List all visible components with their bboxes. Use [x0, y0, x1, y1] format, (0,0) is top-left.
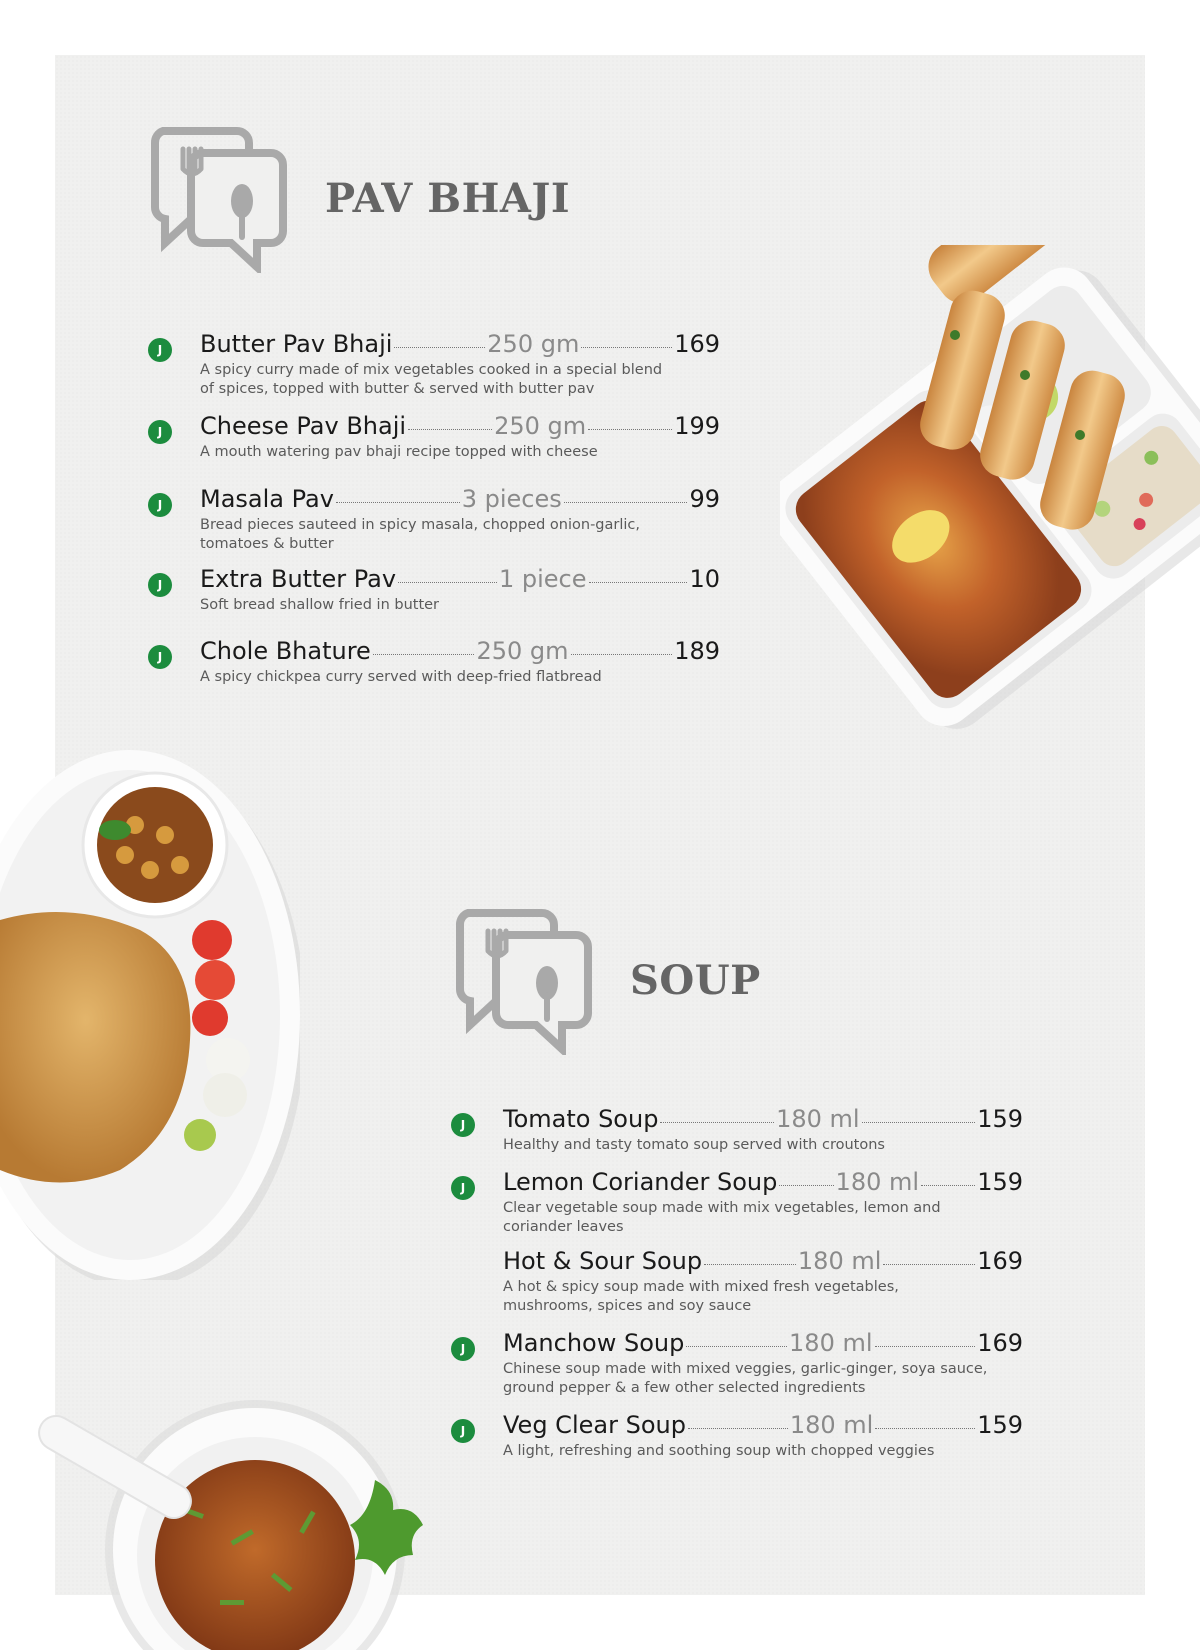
dot-leader	[875, 1346, 976, 1347]
item-quantity: 1 piece	[498, 565, 587, 593]
item-description: A hot & spicy soup made with mixed fresh vegetables, mushrooms, spices and soy sauce	[503, 1279, 899, 1314]
menu-item	[503, 1247, 1023, 1316]
item-description: Chinese soup made with mixed veggies, garlic-ginger, soya sauce, ground pepper & a few other selected ingredients	[503, 1361, 988, 1396]
section-title: PAV BHAJI	[325, 174, 571, 222]
veg-badge-icon: J	[148, 493, 172, 517]
dot-leader	[862, 1122, 976, 1123]
dot-leader	[921, 1185, 975, 1186]
dot-leader	[394, 347, 485, 348]
item-name: Hot & Sour Soup	[503, 1247, 703, 1275]
item-description: A spicy curry made of mix vegetables cooked in a special blend of spices, topped with butter & served with butter pav	[200, 362, 663, 397]
dot-leader	[688, 1428, 788, 1429]
item-description: Soft bread shallow fried in butter	[200, 597, 440, 613]
item-quantity: 180 ml	[789, 1411, 874, 1439]
dot-leader	[588, 429, 672, 430]
dot-leader	[571, 654, 673, 655]
item-price: 99	[689, 485, 721, 513]
dot-leader	[336, 502, 460, 503]
item-name: Tomato Soup	[503, 1105, 659, 1133]
menu-item	[157, 485, 721, 554]
item-quantity: 180 ml	[835, 1168, 920, 1196]
soup-bowl-photo	[20, 1400, 440, 1650]
dot-leader	[564, 502, 688, 503]
dot-leader	[660, 1122, 774, 1123]
item-name: Masala Pav	[200, 485, 334, 513]
veg-badge-icon: J	[451, 1176, 475, 1200]
dot-leader	[704, 1264, 796, 1265]
veg-badge-icon: J	[148, 573, 172, 597]
dot-leader	[408, 429, 492, 430]
dot-leader	[581, 347, 672, 348]
dot-leader	[373, 654, 475, 655]
section-title: SOUP	[630, 956, 761, 1004]
item-price: 159	[977, 1411, 1023, 1439]
item-quantity: 250 gm	[494, 412, 587, 440]
item-name: Cheese Pav Bhaji	[200, 412, 407, 440]
item-quantity: 250 gm	[476, 637, 569, 665]
menu-item	[460, 1411, 1023, 1461]
item-quantity: 250 gm	[487, 330, 580, 358]
menu-item	[157, 330, 721, 399]
fork-spoon-chat-icon	[450, 905, 600, 1055]
veg-badge-icon: J	[148, 420, 172, 444]
item-description: A mouth watering pav bhaji recipe topped with cheese	[200, 444, 598, 460]
fork-spoon-chat-icon	[145, 123, 295, 273]
menu-item	[460, 1329, 1024, 1398]
dot-leader	[875, 1428, 975, 1429]
item-price: 159	[977, 1168, 1024, 1196]
menu-item	[460, 1168, 1024, 1237]
dot-leader	[398, 582, 497, 583]
pav-bhaji-tray-photo	[780, 245, 1200, 735]
item-quantity: 180 ml	[797, 1247, 882, 1275]
section-header-soup	[450, 905, 761, 1055]
item-price: 169	[674, 330, 721, 358]
veg-badge-icon: J	[451, 1337, 475, 1361]
item-description: A light, refreshing and soothing soup with chopped veggies	[503, 1443, 935, 1459]
item-name: Manchow Soup	[503, 1329, 685, 1357]
dot-leader	[779, 1185, 833, 1186]
menu-item	[460, 1105, 1024, 1155]
item-name: Veg Clear Soup	[503, 1411, 686, 1439]
item-description: A spicy chickpea curry served with deep-fried flatbread	[200, 669, 602, 685]
veg-badge-icon: J	[451, 1113, 475, 1137]
item-description: Clear vegetable soup made with mix vegetables, lemon and coriander leaves	[503, 1200, 941, 1235]
item-price: 199	[674, 412, 720, 440]
item-quantity: 3 pieces	[461, 485, 562, 513]
item-price: 169	[977, 1247, 1023, 1275]
item-name: Chole Bhature	[200, 637, 371, 665]
item-price: 159	[977, 1105, 1024, 1133]
veg-badge-icon: J	[148, 645, 172, 669]
menu-item	[157, 637, 721, 687]
chole-bhature-plate-photo	[0, 740, 300, 1280]
item-description: Healthy and tasty tomato soup served with croutons	[503, 1137, 885, 1153]
menu-item	[157, 412, 720, 462]
dot-leader	[883, 1264, 975, 1265]
item-quantity: 180 ml	[789, 1329, 873, 1357]
veg-badge-icon: J	[148, 338, 172, 362]
item-quantity: 180 ml	[776, 1105, 860, 1133]
item-description: Bread pieces sauteed in spicy masala, chopped onion-garlic, tomatoes & butter	[200, 517, 640, 552]
dot-leader	[589, 582, 688, 583]
item-name: Lemon Coriander Soup	[503, 1168, 778, 1196]
item-name: Extra Butter Pav	[200, 565, 397, 593]
item-name: Butter Pav Bhaji	[200, 330, 393, 358]
veg-badge-icon: J	[451, 1419, 475, 1443]
dot-leader	[686, 1346, 787, 1347]
item-price: 10	[689, 565, 720, 593]
item-price: 169	[977, 1329, 1024, 1357]
menu-item	[157, 565, 720, 615]
section-header-pav-bhaji	[145, 123, 570, 273]
item-price: 189	[674, 637, 721, 665]
